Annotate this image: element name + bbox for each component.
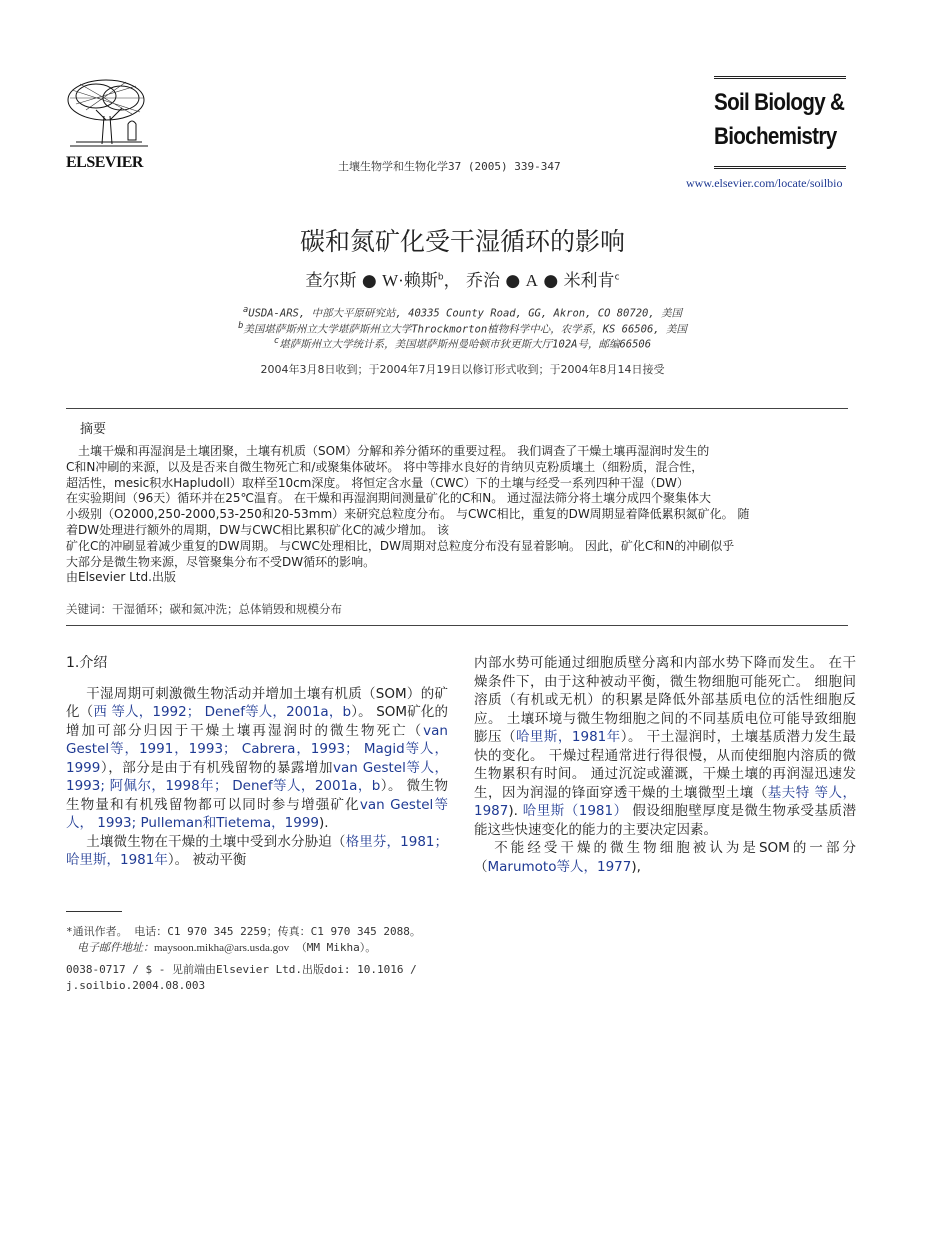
abstract-body: 土壤干燥和再湿润是土壤团聚，土壤有机质（SOM）分解和养分循环的重要过程。 我们调查了干燥土壤再湿润时发生的 C和N冲刷的来源，以及是否来自微生物死亡和/或聚集体破坏。 将中等排水良好的肯纳贝克粉质壤土（细粉质，混合性， 超活性，mesic积水Hapludoll）取样至10cm深度。 将恒定含水量（CWC）下的土壤与经受一系列四种干湿（DW） 在实验期间（96天）循环并在25℃温育。 在干燥和再湿润期间测量矿化的C和N。 通过湿法筛分将土壤分成四个聚集体大 小级别（O2000,250-2000,53-250和20-53mm）来研究总粒度分布。 与CWC相比，重复的DW周期显着降低累积氮矿化。 随 着DW处理进行额外的周期，DW与CWC相比累积矿化C的减少增加。 该 矿化C的冲刷显着减少重复的DW周期。 与CWC处理相比，DW周期对总粒度分布没有显着影响。 因此，矿化C和N的冲刷似乎 大部分是微生物来源，尽管聚集分布不受DW循环的影响。 由Elsevier Ltd.出版 xyxy=(66,444,750,585)
publisher-name: ELSEVIER xyxy=(66,154,143,171)
abstract-heading: 摘要 xyxy=(80,422,107,437)
journal-url-link[interactable]: www.elsevier.com/locate/soilbio xyxy=(686,176,843,190)
affiliation-c: $^c$堪萨斯州立大学统计系，美国堪萨斯州曼哈顿市狄更斯大厅102A号，邮编66506 xyxy=(273,336,652,351)
elsevier-tree-logo xyxy=(66,76,152,152)
body-left-column xyxy=(66,654,448,870)
author-bullet: ● xyxy=(543,271,559,291)
citation-link[interactable]: van Gestel等人，1993; 阿佩尔，1998年； Denef等人，2001a，b xyxy=(66,759,448,794)
journal-rule-bottom xyxy=(714,166,846,169)
affiliation-b: $^b$美国堪萨斯州立大学堪萨斯州立大学Throckmorton植物科学中心，农学系，KS 66506, 美国 xyxy=(238,321,687,336)
article-dates: 2004年3月8日收到；于2004年7月19日以修订形式收到；于2004年8月14日接受 xyxy=(260,363,665,376)
divider-top xyxy=(66,408,848,409)
journal-rule-top xyxy=(714,76,846,79)
citation-link[interactable]: 哈里斯（1981） xyxy=(522,803,628,819)
email-note: 电子邮件地址：maysoon.mikha@ars.usda.gov （MM Mikha）。 xyxy=(77,941,377,954)
journal-title: Soil Biology & Biochemistry xyxy=(714,89,845,150)
paragraph: 干湿周期可刺激微生物活动并增加土壤有机质（SOM）的矿化（西 等人，1992； Denef等人，2001a，b）。 SOM矿化的增加可部分归因于干燥土壤再湿润时的微生物死亡（van Gestel等，1991，1993； Cabrera，1993； Magid等人，1999），部分是由于有机残留物的暴露增加van Gestel等人，1993; 阿佩尔，1998年； Denef等人，2001a，b）。 微生物生物量和有机残留物都可以同时参与增强矿化van Gestel等人， 1993; Pulleman和Tietema，1999). xyxy=(66,685,449,831)
paragraph: 土壤微生物在干燥的土壤中受到水分胁迫（格里芬，1981；哈里斯，1981年）。 被动平衡 xyxy=(66,833,449,868)
citation-link[interactable]: van Gestel等人， 1993; Pulleman和Tietema，1999 xyxy=(66,796,449,831)
section-heading: 1.介绍 xyxy=(66,655,108,671)
article-title: 碳和氮矿化受干湿循环的影响 xyxy=(299,227,625,256)
email-link[interactable]: maysoon.mikha@ars.usda.gov xyxy=(154,942,290,954)
issn-doi: 0038-0717 / $ - 见前端由Elsevier Ltd.出版doi: 10.1016 / j.soilbio.2004.08.003 xyxy=(66,963,417,992)
citation-link[interactable]: van Gestel等，1991，1993； Cabrera，1993； Magid等人，1999 xyxy=(66,722,448,776)
author-bullet: ● xyxy=(505,271,521,291)
citation-link[interactable]: 哈里斯，1981年 xyxy=(515,729,621,745)
affiliation-a: $^a$USDA-ARS, 中部大平原研究站, 40335 County Road, GG, Akron, CO 80720, 美国 xyxy=(242,305,682,320)
footnote-rule xyxy=(66,911,122,912)
citation-link[interactable]: Marumoto等人，1977 xyxy=(487,858,632,875)
citation-link[interactable]: 西 等人，1992； Denef等人，2001a，b xyxy=(93,704,352,720)
paragraph: 不能经受干燥的微生物细胞被认为是SOM的一部分（Marumoto等人，1977), xyxy=(474,840,856,875)
corresponding-author-note: *通讯作者。 电话：C1 970 345 2259；传真：C1 970 345 2088。 xyxy=(66,925,421,938)
author-list: 查尔斯 ● W·赖斯$^b$， 乔治 ● A ● 米利肯$^c$ xyxy=(305,271,620,291)
citation-link[interactable]: 格里芬，1981；哈里斯，1981年 xyxy=(66,833,449,868)
keywords: 关键词：干湿循环；碳和氮冲洗；总体销毁和规模分布 xyxy=(66,602,342,616)
journal-citation: 土壤生物学和生物化学37 (2005) 339-347 xyxy=(338,160,561,173)
paragraph: 内部水势可能通过细胞质壁分离和内部水势下降而发生。 在干燥条件下，由于这种被动平衡，微生物细胞可能死亡。 细胞间溶质（有机或无机）的积累是降低外部基质电位的活性细胞反应。 土壤环境与微生物细胞之间的不同基质电位可能导致细胞膨压（哈里斯，1981年）。 干土湿润时，土壤基质潜力发生最快的变化。 干燥过程通常进行得很慢，从而使细胞内溶质的微生物累积有时间。 通过沉淀或灌溉，干燥土壤的再润湿迅速发生，因为润湿的锋面穿透干燥的土壤微型土壤（基夫特 等人，1987). 哈里斯（1981） 假设细胞壁厚度是微生物承受基质潜能这些快速变化的能力的主要决定因素。 xyxy=(474,655,857,838)
author-bullet: ● xyxy=(361,271,377,291)
footnotes xyxy=(66,924,426,994)
body-right-column xyxy=(474,654,856,876)
citation-link[interactable]: 基夫特 等人，1987 xyxy=(474,784,857,819)
divider-bottom xyxy=(66,625,848,626)
